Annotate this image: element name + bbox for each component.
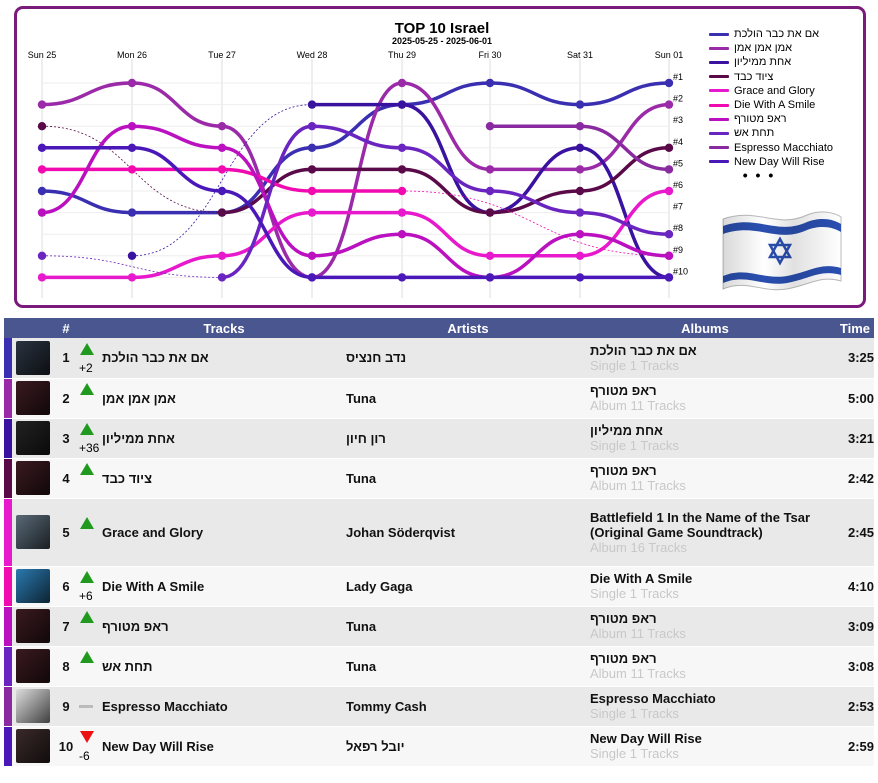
rank-number: 3 [56,418,76,458]
legend-item[interactable] [709,27,859,41]
album-info: Single 1 Tracks [590,746,679,761]
series-point[interactable] [486,187,494,195]
series-point[interactable] [665,165,673,173]
series-point[interactable] [576,208,584,216]
table-row[interactable] [4,566,874,606]
arrow-down-icon [80,731,94,743]
table-header [4,318,874,338]
track-title[interactable]: ציוד כבד [102,458,346,498]
series-line [132,126,222,148]
legend-swatch [709,33,729,36]
x-tick-label: Sun 25 [27,50,57,60]
israel-flag-icon [717,205,847,295]
series-point[interactable] [38,273,46,281]
table-row[interactable] [4,338,874,378]
x-tick-label: Sun 01 [654,50,684,60]
album-cover[interactable] [16,569,50,603]
album-cell[interactable] [590,646,820,686]
rank-change-value: +2 [79,360,93,375]
album-name[interactable]: ראפ מטורף [590,383,657,398]
legend-label: Die With A Smile [734,99,816,112]
rank-number: 9 [56,686,76,726]
album-cover[interactable] [16,381,50,415]
series-point[interactable] [128,122,136,130]
rank-change [76,607,100,645]
rank-change [76,459,100,497]
series-point[interactable] [486,165,494,173]
album-cover[interactable] [16,461,50,495]
rank-number: 10 [56,726,76,766]
series-point[interactable] [486,273,494,281]
track-duration: 3:08 [820,646,874,686]
legend-item[interactable] [709,70,859,84]
row-color-stripe [4,606,12,646]
row-color-stripe [4,498,12,566]
artist-name[interactable]: רון חיון [346,418,590,458]
arrow-up-icon [80,571,94,583]
header-number[interactable]: # [56,318,76,338]
legend-item[interactable] [709,112,859,126]
series-line [42,83,132,105]
series-point[interactable] [665,252,673,260]
chart-legend [709,27,859,183]
rank-change [76,727,100,765]
cover-cell [12,378,56,418]
series-point[interactable] [38,165,46,173]
track-title[interactable]: אחת ממיליון [102,418,346,458]
series-point[interactable] [218,273,226,281]
series-point[interactable] [128,252,136,260]
table-row[interactable] [4,686,874,726]
artist-name[interactable]: יובל רפאל [346,726,590,766]
rank-tick-label: #2 [673,93,684,104]
cover-cell [12,566,56,606]
series-point[interactable] [576,273,584,281]
series-point[interactable] [308,100,316,108]
cover-cell [12,606,56,646]
legend-label: New Day Will Rise [734,155,825,168]
album-cover[interactable] [16,421,50,455]
series-point[interactable] [308,208,316,216]
series-line [132,256,222,278]
series-point[interactable] [576,144,584,152]
series-line [490,83,580,105]
album-name[interactable]: ראפ מטורף [590,463,657,478]
arrow-up-icon [80,611,94,623]
series-point[interactable] [486,79,494,87]
arrow-up-icon [80,463,94,475]
series-point[interactable] [218,165,226,173]
series-point[interactable] [38,144,46,152]
album-cell[interactable] [590,498,820,566]
series-point[interactable] [128,79,136,87]
series-point[interactable] [38,187,46,195]
legend-label: אם את כבר הולכת [734,28,820,41]
artist-name[interactable]: Lady Gaga [346,566,590,606]
track-duration: 2:45 [820,498,874,566]
track-duration: 2:59 [820,726,874,766]
legend-swatch [709,75,729,78]
track-title[interactable]: תחת אש [102,646,346,686]
row-color-stripe [4,378,12,418]
album-cover[interactable] [16,689,50,723]
rank-change [76,513,100,551]
series-line [312,83,402,277]
header-albums[interactable]: Albums [590,318,820,338]
rank-tick-label: #6 [673,180,684,190]
legend-label: Grace and Glory [734,84,815,97]
album-cell[interactable] [590,566,820,606]
series-point[interactable] [398,144,406,152]
legend-label: אחת ממיליון [734,56,792,69]
chart-title: TOP 10 Israel [394,20,490,37]
rank-number: 2 [56,378,76,418]
album-info: Album 11 Tracks [590,478,686,493]
legend-swatch [709,160,729,163]
album-cover[interactable] [16,515,50,549]
arrow-up-icon [80,343,94,355]
legend-item[interactable] [709,126,859,140]
track-title[interactable]: אם את כבר הולכת [102,338,346,378]
series-point[interactable] [308,122,316,130]
rank-number: 7 [56,606,76,646]
rank-change [76,687,100,725]
album-info: Single 1 Tracks [590,586,679,601]
legend-item[interactable] [709,141,859,155]
rank-change [76,647,100,685]
row-color-stripe [4,338,12,378]
cover-cell [12,338,56,378]
table-row[interactable] [4,646,874,686]
album-name[interactable]: ראפ מטורף [590,651,657,666]
rank-number: 6 [56,566,76,606]
series-point[interactable] [576,100,584,108]
no-change-icon [79,705,93,708]
rank-tick-label: #1 [673,72,684,82]
series-point[interactable] [218,187,226,195]
cover-cell [12,418,56,458]
x-tick-label: Mon 26 [116,50,148,60]
series-line [580,105,669,170]
series-point[interactable] [576,187,584,195]
album-name[interactable]: Espresso Macchiato [590,691,716,706]
album-cell[interactable] [590,338,820,378]
chart-panel [14,6,866,308]
legend-item[interactable] [709,84,859,98]
x-tick-label: Thu 29 [387,50,417,60]
x-tick-label: Tue 27 [208,50,236,60]
cover-cell [12,458,56,498]
legend-swatch [709,89,729,92]
tracks-table [4,318,874,767]
track-duration: 2:42 [820,458,874,498]
series-point[interactable] [398,100,406,108]
rank-number: 5 [56,498,76,566]
track-title[interactable]: אמן אמן אמן [102,378,346,418]
legend-swatch [709,118,729,121]
series-point[interactable] [576,252,584,260]
series-point[interactable] [308,273,316,281]
album-cover[interactable] [16,341,50,375]
album-info: Album 11 Tracks [590,398,686,413]
album-cell[interactable] [590,686,820,726]
series-point[interactable] [128,273,136,281]
series-point[interactable] [128,144,136,152]
legend-more-indicator[interactable]: • • • [742,166,776,183]
track-title[interactable]: Espresso Macchiato [102,686,346,726]
rank-number: 8 [56,646,76,686]
series-point[interactable] [218,144,226,152]
cover-cell [12,646,56,686]
track-title[interactable]: New Day Will Rise [102,726,346,766]
artist-name[interactable]: Tuna [346,646,590,686]
table-row[interactable] [4,378,874,418]
legend-swatch [709,47,729,50]
rank-change [76,379,100,417]
rank-tick-label: #7 [673,201,684,212]
series-point[interactable] [38,252,46,260]
track-duration: 4:10 [820,566,874,606]
album-name[interactable]: אם את כבר הולכת [590,342,697,358]
rank-change [76,567,100,605]
legend-label: ציוד כבד [734,70,774,83]
legend-label: תחת אש [734,127,775,140]
cover-cell [12,498,56,566]
track-duration: 3:25 [820,338,874,378]
album-info: Single 1 Tracks [590,438,679,453]
track-duration: 5:00 [820,378,874,418]
series-point[interactable] [398,273,406,281]
rank-change-value: +6 [79,589,93,603]
series-point[interactable] [128,208,136,216]
arrow-up-icon [80,651,94,663]
artist-name[interactable]: Tuna [346,378,590,418]
header-time[interactable]: Time [820,318,874,338]
album-cell[interactable] [590,418,820,458]
series-point[interactable] [308,252,316,260]
album-name[interactable]: ראפ מטורף [590,611,657,626]
row-color-stripe [4,646,12,686]
series-point[interactable] [486,122,494,130]
series-point[interactable] [665,187,673,195]
rank-change [76,419,100,457]
header-tracks[interactable]: Tracks [102,318,346,338]
legend-label: אמן אמן אמן [734,42,793,55]
series-point[interactable] [38,208,46,216]
legend-label: ראפ מטורף [734,113,787,126]
track-title[interactable]: Grace and Glory [102,498,346,566]
track-duration: 2:53 [820,686,874,726]
arrow-up-icon [80,423,94,435]
table-row[interactable] [4,498,874,566]
series-point[interactable] [128,165,136,173]
album-name[interactable]: אחת ממיליון [590,423,663,438]
album-info: Album 16 Tracks [590,539,687,555]
rank-tick-label: #8 [673,223,684,234]
artist-name[interactable]: Tommy Cash [346,686,590,726]
album-name[interactable]: Die With A Smile [590,571,693,586]
legend-swatch [709,146,729,149]
series-point[interactable] [398,230,406,238]
artist-name[interactable]: נדב חנציס [346,338,590,378]
track-title[interactable]: Die With A Smile [102,566,346,606]
track-duration: 3:21 [820,418,874,458]
rank-change-value: -6 [79,749,90,763]
arrow-up-icon [80,517,94,529]
arrow-up-icon [80,383,94,395]
series-point[interactable] [486,208,494,216]
series-point[interactable] [398,79,406,87]
rank-number: 4 [56,458,76,498]
rank-tick-label: #5 [673,158,684,169]
series-point[interactable] [308,144,316,152]
album-cover[interactable] [16,609,50,643]
legend-item[interactable] [709,55,859,69]
table-row[interactable] [4,606,874,646]
rank-number: 1 [56,338,76,378]
row-color-stripe [4,566,12,606]
series-line [312,234,402,256]
album-cell[interactable] [590,378,820,418]
x-tick-label: Wed 28 [296,50,328,60]
table-row[interactable] [4,458,874,498]
chart-subtitle: 2025-05-25 - 2025-06-01 [391,36,493,46]
series-point[interactable] [665,144,673,152]
rank-tick-label: #3 [673,115,684,126]
series-point[interactable] [308,165,316,173]
row-color-stripe [4,686,12,726]
series-point[interactable] [576,165,584,173]
album-info: Single 1 Tracks [590,706,679,721]
album-cell[interactable] [590,606,820,646]
track-duration: 3:09 [820,606,874,646]
album-cover[interactable] [16,649,50,683]
artist-name[interactable]: Tuna [346,458,590,498]
track-title[interactable]: ראפ מטורף [102,606,346,646]
series-point[interactable] [308,187,316,195]
row-color-stripe [4,458,12,498]
legend-label: Espresso Macchiato [734,141,834,154]
rank-change-value: +36 [79,441,100,455]
row-color-stripe [4,418,12,458]
legend-swatch [709,132,729,135]
rank-tick-label: #10 [673,266,689,277]
cover-cell [12,686,56,726]
x-tick-label: Sat 31 [566,50,594,60]
series-point[interactable] [576,230,584,238]
x-tick-label: Fri 30 [478,50,502,60]
series-point[interactable] [398,208,406,216]
series-point[interactable] [665,230,673,238]
album-cell[interactable] [590,726,820,766]
table-row[interactable] [4,726,874,766]
rank-tick-label: #9 [673,244,684,255]
legend-swatch [709,104,729,107]
series-point[interactable] [218,208,226,216]
album-cover[interactable] [16,729,50,763]
album-info: Single 1 Tracks [590,357,679,373]
rank-tick-label: #4 [673,136,684,147]
series-point[interactable] [576,122,584,130]
series-point[interactable] [218,252,226,260]
album-info: Album 11 Tracks [590,666,686,681]
header-artists[interactable]: Artists [346,318,590,338]
album-name[interactable]: New Day Will Rise [590,731,702,746]
series-point[interactable] [38,100,46,108]
rank-change [76,339,100,377]
series-point[interactable] [665,100,673,108]
album-cell[interactable] [590,458,820,498]
series-point[interactable] [218,122,226,130]
cover-cell [12,726,56,766]
series-point[interactable] [398,165,406,173]
album-name[interactable]: Battlefield 1 In the Name of the Tsar (Original Game Soundtrack) [590,509,811,540]
series-point[interactable] [665,273,673,281]
series-line [402,105,490,213]
table-row[interactable] [4,418,874,458]
series-point[interactable] [38,122,46,130]
artist-name[interactable]: Tuna [346,606,590,646]
legend-swatch [709,61,729,64]
series-line [580,83,669,105]
legend-item[interactable] [709,98,859,112]
series-point[interactable] [398,187,406,195]
series-point[interactable] [665,79,673,87]
album-info: Album 11 Tracks [590,626,686,641]
legend-item[interactable] [709,41,859,55]
artist-name[interactable]: Johan Söderqvist [346,498,590,566]
series-point[interactable] [486,252,494,260]
row-color-stripe [4,726,12,766]
